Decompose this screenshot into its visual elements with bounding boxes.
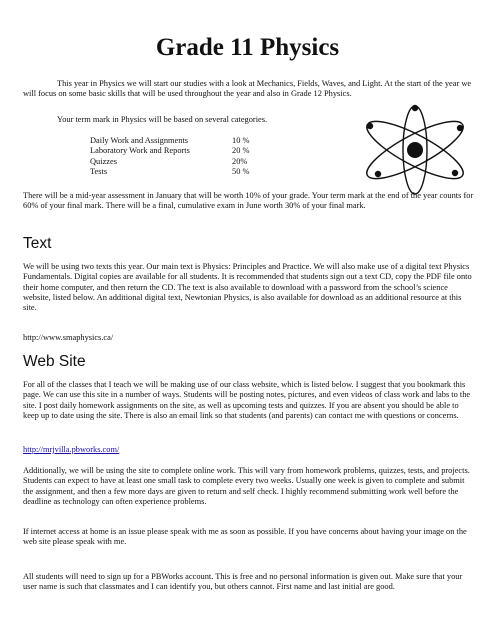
science-site-url[interactable]: http://www.smaphysics.ca/ [23, 333, 114, 342]
category-weight: 20 % [232, 146, 250, 156]
website-paragraph: For all of the classes that I teach we will be making use of our class website, which is listed below. I suggest that you bookmark this page. We can use this site in a number of ways. Students will be posting notes, pictures, and even videos of class work and labs to the site. I post daily homework assignments on the site, as well as upcoming tests and quizzes. If you are absent you should be able to keep up to date using the site. There is also an email link so that students (and parents) can contact me with questions or concerns. [23, 380, 471, 420]
category-name: Laboratory Work and Reports [90, 146, 190, 156]
text-heading: Text [23, 235, 52, 252]
text-paragraph: We will be using two texts this year. Our main text is Physics: Principles and Practice. We will also make use of a digital text Physics Fundamentals. Digital copies are available for all students. It is recommended that students sign out a text CD, copy the PDF file onto their home computer, and then return the CD. The text is also available to download with a password from the school’s science website, listed below. An additional digital text, Newtonian Physics, is also available for download as an additional resource at this site. [23, 262, 472, 313]
atom-icon [356, 104, 474, 196]
category-weight: 10 % [232, 136, 250, 145]
mark-categories-table [90, 136, 249, 177]
internet-access-paragraph: If internet access at home is an issue please speak with me as soon as possible. If you have concerns about having your image on the web site please speak with me. [23, 527, 467, 547]
class-website-link[interactable]: http://mrjvilla.pbworks.com/ [23, 445, 120, 454]
page-title: Grade 11 Physics [155, 34, 340, 61]
category-name: Tests [90, 166, 108, 176]
category-name: Quizzes [90, 156, 117, 166]
category-row [90, 146, 249, 156]
category-name: Daily Work and Assignments [90, 136, 189, 145]
category-weight: 20% [232, 156, 248, 166]
category-row [90, 136, 249, 146]
category-row [90, 167, 249, 177]
intro-paragraph: This year in Physics we will start our studies with a look at Mechanics, Fields, Waves, and Light. At the start of the year we will focus on some basic skills that will be used throughout the year and also in Grade 12 Physics. [23, 79, 472, 99]
category-weight: 50 % [232, 166, 250, 176]
category-row [90, 157, 249, 167]
term-intro-paragraph: Your term mark in Physics will be based on several categories. [57, 115, 268, 124]
website-heading: Web Site [23, 353, 86, 370]
assessment-paragraph: There will be a mid-year assessment in January that will be worth 10% of your grade. Your term mark at the end of the year counts for 60% of your final mark. There will be a final, cumulative exam in June worth 30% of your final mark. [23, 191, 474, 211]
pbworks-paragraph: All students will need to sign up for a PBWorks account. This is free and no personal information is given out. Make sure that your user name is such that classmates and I can identify you, but others cannot. First name and last initial are good. [23, 572, 463, 592]
online-work-paragraph: Additionally, we will be using the site to complete online work. This will vary from homework problems, quizzes, tests, and projects. Students can expect to have at least one small task to complete every two weeks. Usually one week is given to complete and submit the assignment, and then a few more days are given to return and self check. I highly recommend submitting work well before the deadline as technology can often experience problems. [23, 466, 470, 506]
